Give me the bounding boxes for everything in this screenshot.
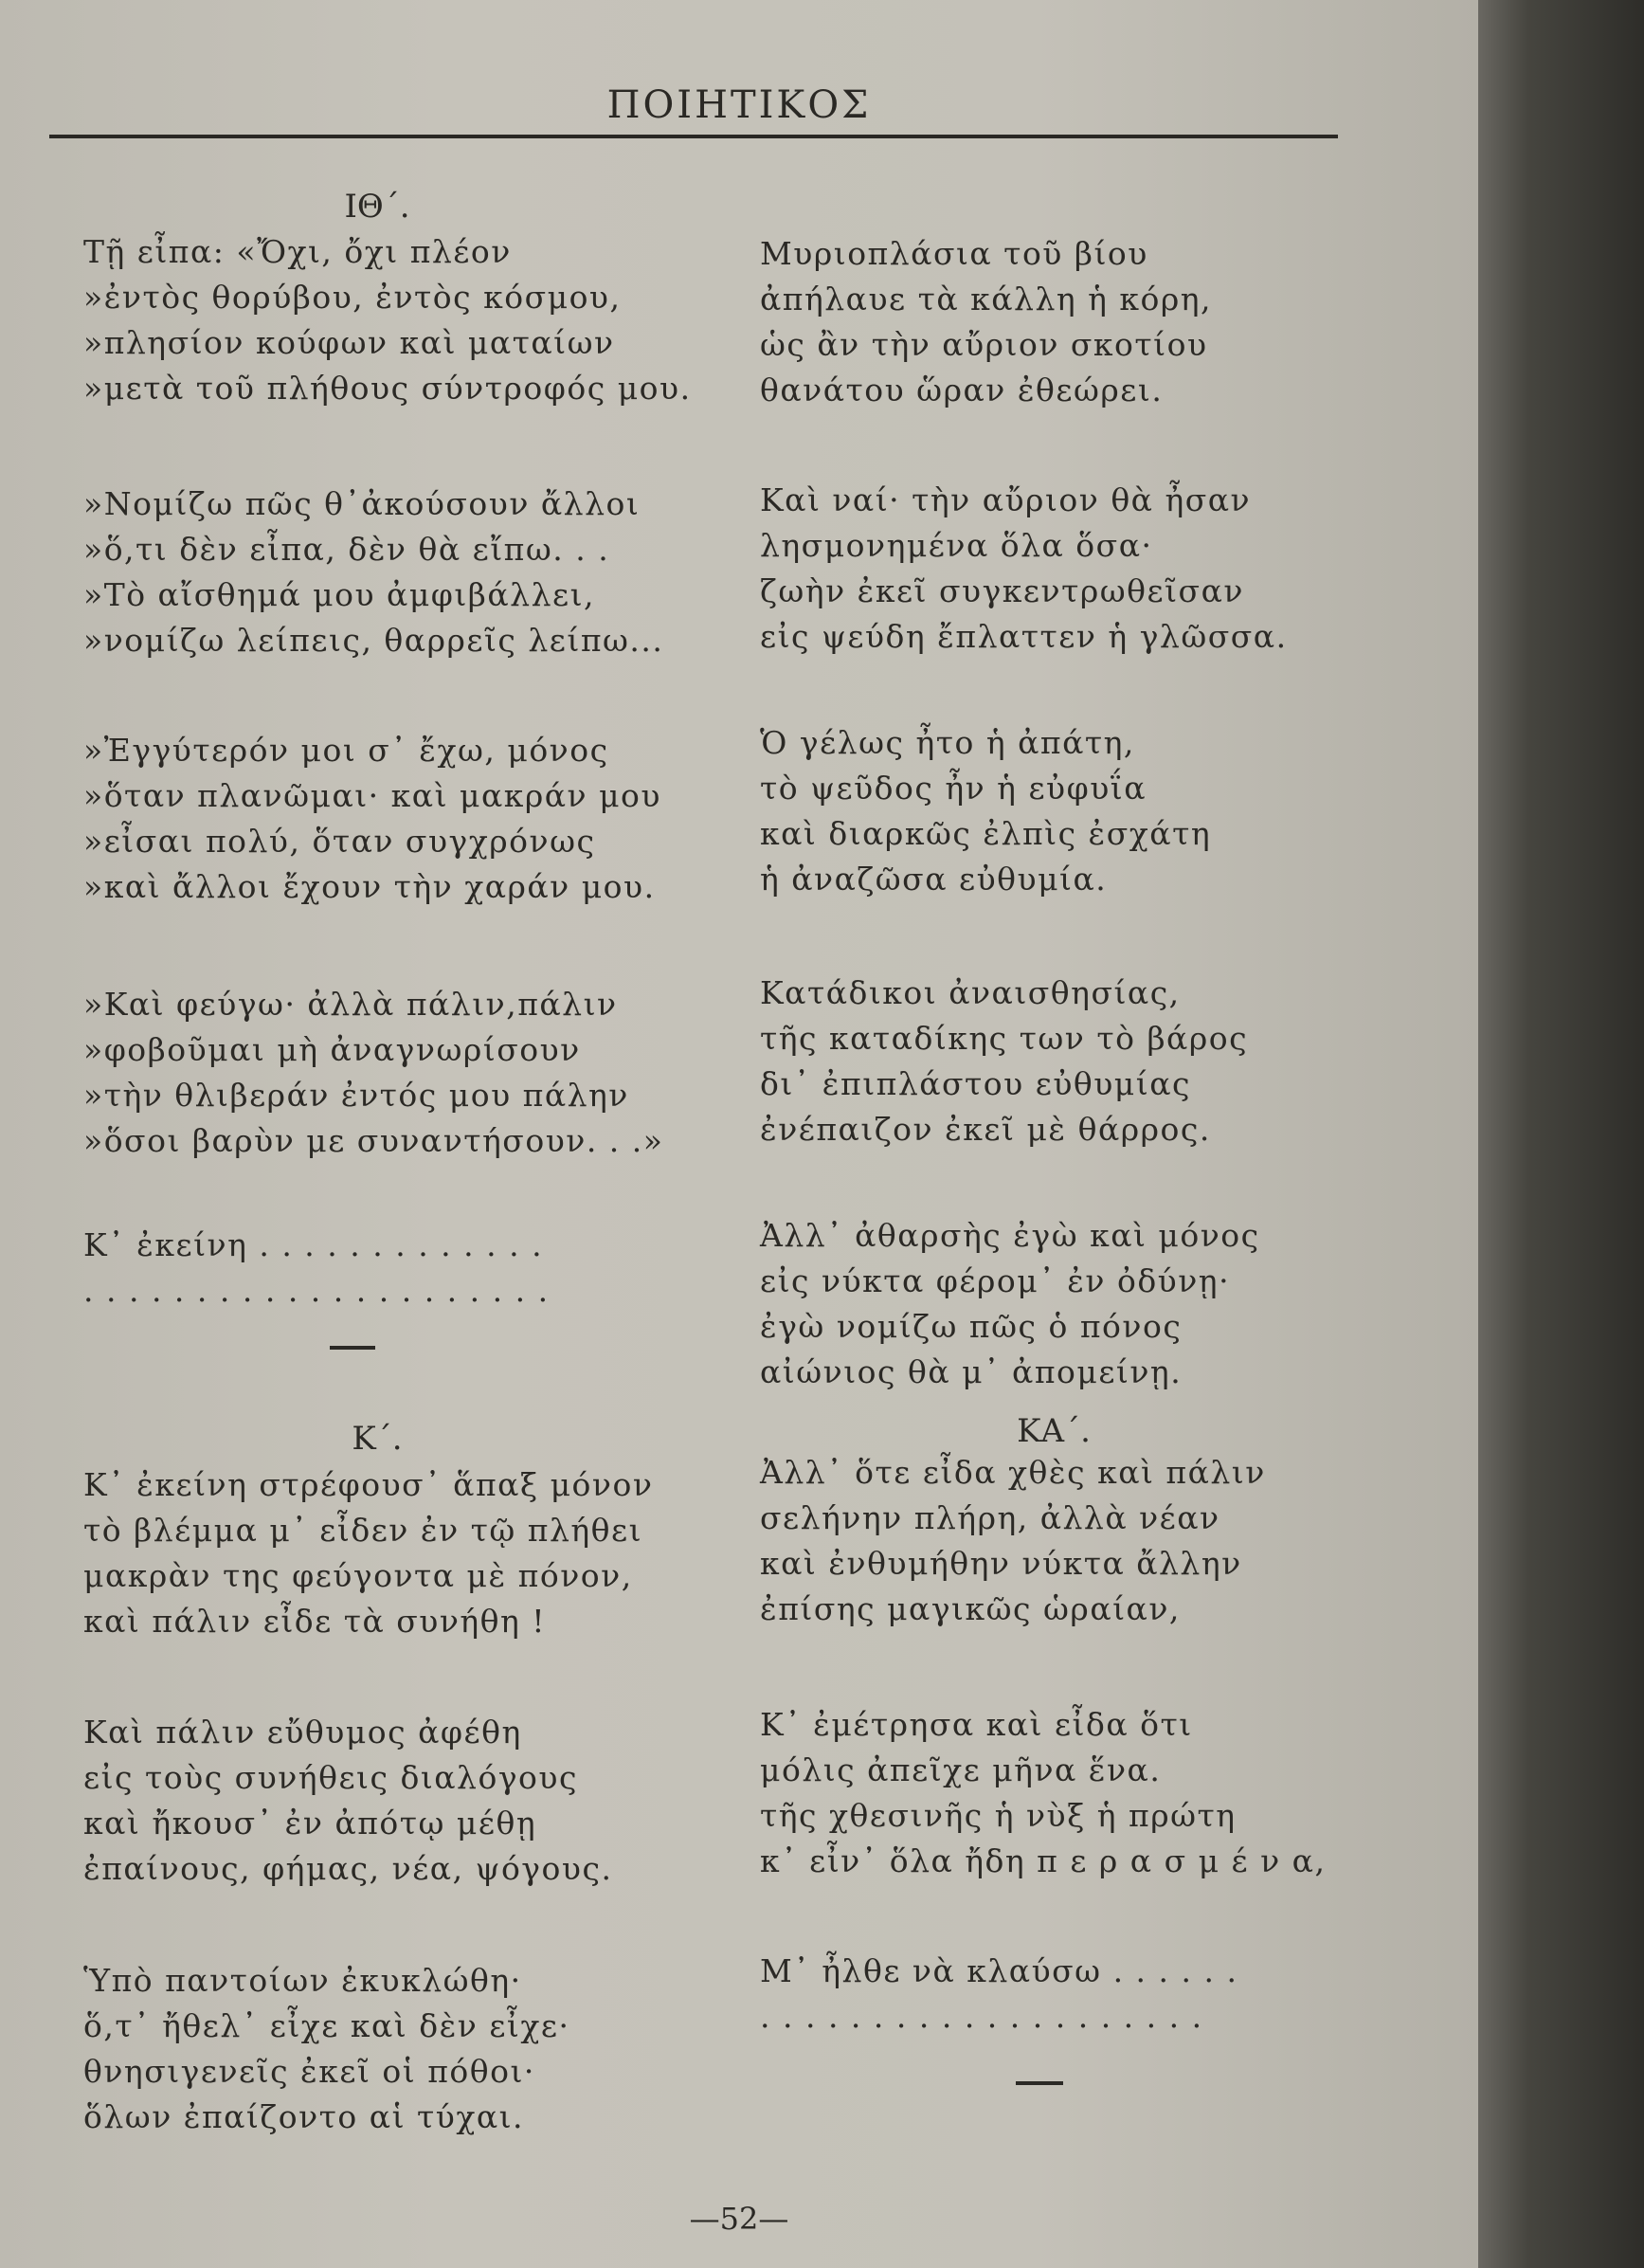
stanza: [760, 478, 1288, 660]
verse-line: »ἐντὸς θορύβου, ἐντὸς κόσμου,: [83, 279, 622, 316]
verse-line: »μετὰ τοῦ πλήθους σύντροφός μου.: [83, 370, 692, 407]
verse-line: ὅ,τ᾽ ἤθελ᾽ εἶχε καὶ δὲν εἶχε·: [83, 2007, 570, 2044]
stanza: [83, 728, 661, 910]
verse-line: »Καὶ φεύγω· ἀλλὰ πάλιν,πάλιν: [83, 986, 618, 1023]
verse-line: »καὶ ἄλλοι ἔχουν τὴν χαράν μου.: [83, 868, 656, 905]
verse-line: Καὶ ναί· τὴν αὔριον θὰ ἦσαν: [760, 481, 1252, 518]
verse-line: θνησιγενεῖς ἐκεῖ οἱ πόθοι·: [83, 2053, 535, 2090]
verse-line: ἐγὼ νομίζω πῶς ὁ πόνος: [760, 1308, 1183, 1345]
verse-line: μακρὰν της φεύγοντα μὲ πόνον,: [83, 1557, 633, 1594]
verse-line: ἐπίσης μαγικῶς ὡραίαν,: [760, 1590, 1181, 1627]
stanza: [83, 1462, 653, 1644]
verse-line: αἰώνιος θὰ μ᾽ ἀπομείνῃ.: [760, 1353, 1183, 1390]
verse-line: »πλησίον κούφων καὶ ματαίων: [83, 324, 615, 361]
stanza: [760, 1702, 1326, 1884]
verse-line: θανάτου ὥραν ἐθεώρει.: [760, 372, 1164, 408]
verse-line: Ἀλλ᾽ ἀθαρσὴς ἐγὼ καὶ μόνος: [760, 1217, 1260, 1254]
verse-line: »φοβοῦμαι μὴ ἀναγνωρίσουν: [83, 1031, 581, 1068]
verse-line: ὅλων ἐπαίζοντο αἱ τύχαι.: [83, 2098, 525, 2135]
stanza: [83, 1958, 569, 2140]
stanza: [83, 1710, 612, 1892]
verse-line: ἐπαίνους, φήμας, νέα, ψόγους.: [83, 1850, 613, 1887]
stanza: [83, 1223, 550, 1314]
verse-line: Κ᾽ ἐμέτρησα καὶ εἶδα ὅτι: [760, 1706, 1193, 1743]
verse-line: εἰς τοὺς συνήθεις διαλόγους: [83, 1759, 578, 1796]
verse-line: Μ᾽ ἦλθε νὰ κλαύσω . . . . . .: [760, 1952, 1238, 1989]
section-heading-21: ΚΑ΄.: [1017, 1412, 1091, 1450]
verse-line: ὡς ἂν τὴν αὔριον σκοτίου: [760, 326, 1208, 363]
verse-line: »νομίζω λείπεις, θαρρεῖς λείπω...: [83, 622, 664, 659]
verse-line: Ὑπὸ παντοίων ἐκυκλώθη·: [83, 1962, 522, 1999]
stanza: [760, 231, 1212, 413]
verse-line: λησμονημένα ὅλα ὅσα·: [760, 527, 1153, 564]
stanza: [83, 229, 692, 411]
header-rule: [49, 135, 1338, 138]
verse-line: »ὅ,τι δὲν εἶπα, δὲν θὰ εἴπω. . .: [83, 531, 610, 568]
verse-line: σελήνην πλήρη, ἀλλὰ νέαν: [760, 1499, 1220, 1536]
verse-line: ζωὴν ἐκεῖ συγκεντρωθεῖσαν: [760, 572, 1244, 609]
verse-line: τῆς καταδίκης των τὸ βάρος: [760, 1020, 1249, 1057]
verse-line: Καὶ πάλιν εὔθυμος ἀφέθη: [83, 1714, 522, 1751]
verse-line: δι᾽ ἐπιπλάστου εὐθυμίας: [760, 1065, 1191, 1102]
stanza: [83, 481, 663, 663]
verse-line: »Ἐγγύτερόν μοι σ᾽ ἔχω, μόνος: [83, 732, 609, 769]
verse-line: καὶ ἐνθυμήθην νύκτα ἄλλην: [760, 1545, 1242, 1582]
verse-line: καὶ διαρκῶς ἐλπὶς ἐσχάτη: [760, 815, 1212, 852]
verse-line: . . . . . . . . . . . . . . . . . . . . .: [83, 1272, 550, 1309]
running-head: ΠΟΙΗΤΙΚΟΣ: [606, 83, 872, 127]
verse-line: Ὁ γέλως ἦτο ἡ ἀπάτη,: [760, 724, 1135, 761]
verse-line: μόλις ἀπεῖχε μῆνα ἕνα.: [760, 1751, 1162, 1788]
stanza: [760, 1949, 1238, 2040]
stanza: [760, 1213, 1260, 1395]
verse-line: Κατάδικοι ἀναισθησίας,: [760, 974, 1181, 1011]
stanza: [760, 720, 1211, 902]
section-divider: [330, 1346, 375, 1350]
verse-line: »εἶσαι πολύ, ὅταν συγχρόνως: [83, 823, 596, 860]
verse-line: »ὅταν πλανῶμαι· καὶ μακράν μου: [83, 777, 661, 814]
verse-line: »ὅσοι βαρὺν με συναντήσουν. . .»: [83, 1122, 664, 1159]
verse-line: τῆς χθεσινῆς ἡ νὺξ ἡ πρώτη: [760, 1797, 1237, 1834]
verse-line: Τῇ εἶπα: «Ὄχι, ὄχι πλέον: [83, 233, 512, 270]
section-heading-20: Κ΄.: [352, 1420, 403, 1458]
verse-line: . . . . . . . . . . . . . . . . . . . .: [760, 1998, 1203, 2035]
verse-line: τὸ ψεῦδος ἦν ἡ εὐφυΐα: [760, 770, 1147, 807]
verse-line: »τὴν θλιβεράν ἐντός μου πάλην: [83, 1077, 629, 1114]
stanza: [760, 1450, 1266, 1632]
verse-line: τὸ βλέμμα μ᾽ εἶδεν ἐν τῷ πλήθει: [83, 1512, 643, 1549]
verse-line: Κ᾽ ἐκείνη . . . . . . . . . . . . .: [83, 1226, 544, 1263]
stanza: [760, 971, 1248, 1152]
verse-line: ἡ ἀναζῶσα εὐθυμία.: [760, 861, 1108, 898]
book-gutter: [1478, 0, 1644, 2268]
verse-line: »Τὸ αἴσθημά μου ἀμφιβάλλει,: [83, 576, 596, 613]
section-divider: [1016, 2081, 1063, 2085]
verse-line: εἰς ψεύδη ἔπλαττεν ἡ γλῶσσα.: [760, 618, 1288, 655]
verse-line: εἰς νύκτα φέρομ᾽ ἐν ὀδύνῃ·: [760, 1262, 1231, 1299]
verse-line: Κ᾽ ἐκείνη στρέφουσ᾽ ἅπαξ μόνον: [83, 1466, 654, 1503]
verse-line: ἀπήλαυε τὰ κάλλη ἡ κόρη,: [760, 281, 1213, 318]
verse-line: »Νομίζω πῶς θ᾽ἀκούσουν ἄλλοι: [83, 485, 641, 522]
verse-line: Ἀλλ᾽ ὅτε εἶδα χθὲς καὶ πάλιν: [760, 1454, 1266, 1491]
page-number: —52—: [689, 2201, 789, 2237]
verse-line: κ᾽ εἶν᾽ ὅλα ἤδη π ε ρ α σ μ έ ν α,: [760, 1842, 1327, 1879]
verse-line: ἐνέπαιζον ἐκεῖ μὲ θάρρος.: [760, 1111, 1211, 1148]
stanza: [83, 982, 663, 1164]
verse-line: καὶ πάλιν εἶδε τὰ συνήθη !: [83, 1603, 547, 1640]
verse-line: Μυριοπλάσια τοῦ βίου: [760, 235, 1148, 272]
verse-line: καὶ ἤκουσ᾽ ἐν ἀπότῳ μέθῃ: [83, 1805, 537, 1842]
section-heading-19: ΙΘ΄.: [344, 188, 410, 226]
